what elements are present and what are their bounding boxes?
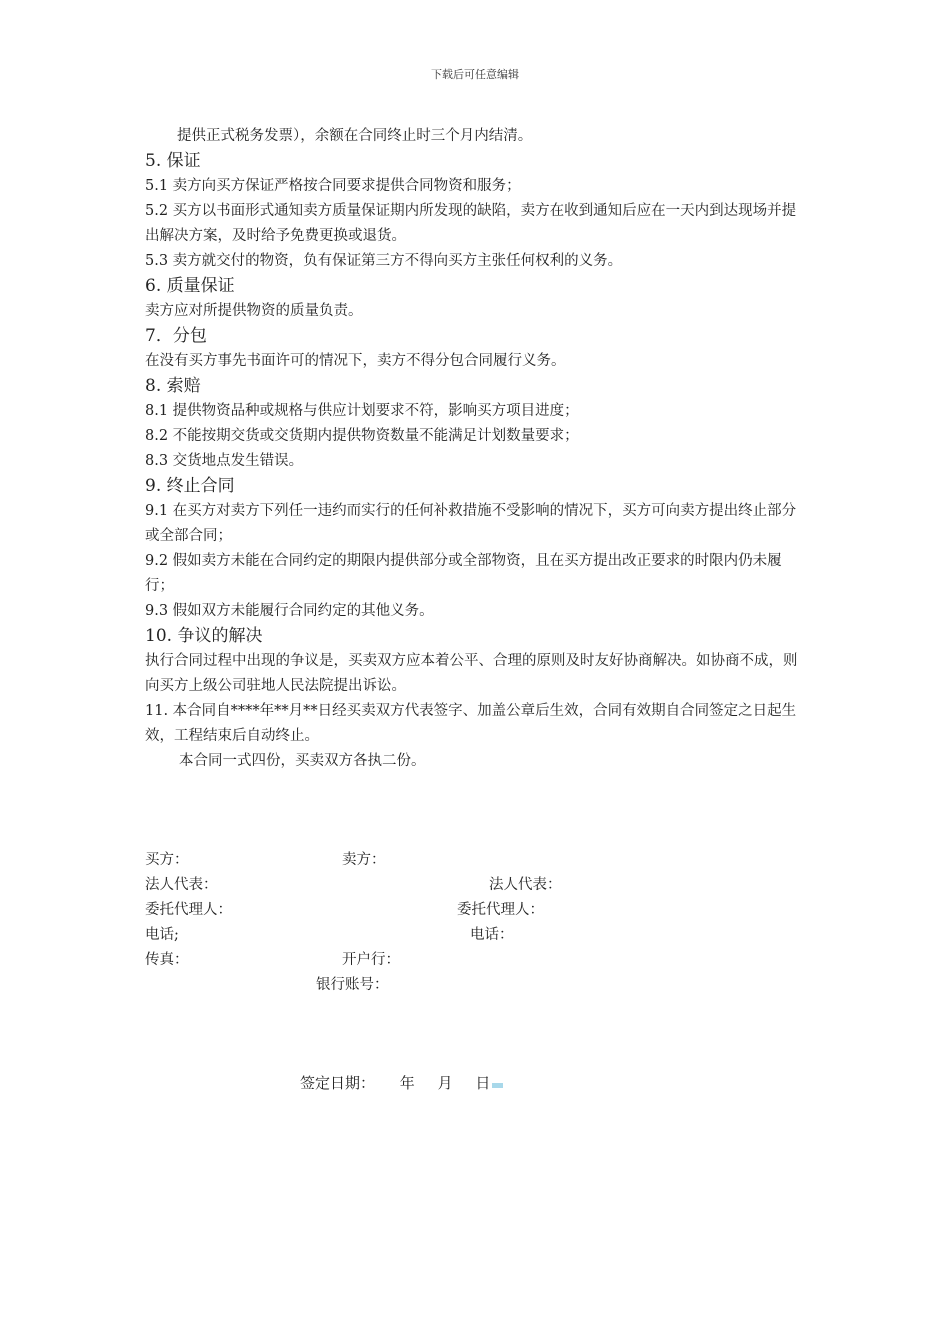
buyer-phone: 电话; (145, 927, 179, 943)
buyer-label: 买方： (145, 852, 189, 868)
date-day: 日 (475, 1074, 491, 1092)
date-month: 月 (437, 1074, 453, 1092)
buyer-fax: 传真： (145, 952, 189, 968)
seller-phone: 电话： (470, 927, 514, 943)
seller-bank: 开户行： (342, 952, 400, 968)
seller-legal-rep: 法人代表： (489, 877, 562, 893)
page-header: 下载后可任意编辑 (431, 68, 519, 81)
section-10-body: 执行合同过程中出现的争议是，买卖双方应本着公平、合理的原则及时友好协商解决。如协商不成，则向买方上级公司驻地人民法院提出诉讼。 (145, 653, 798, 694)
contract-body (145, 124, 810, 774)
seller-bank-account: 银行账号： (316, 977, 389, 993)
date-year: 年 (399, 1074, 415, 1092)
copies-statement: 本合同一式四份，买卖双方各执二份。 (179, 753, 426, 769)
text-cursor-mark (492, 1083, 503, 1088)
section-6-body: 卖方应对所提供物资的质量负责。 (145, 303, 363, 319)
clause-8-2: 8.2 不能按期交货或交货期内提供物资数量不能满足计划数量要求； (145, 428, 579, 444)
section-5-title: 5. 保证 (145, 151, 201, 171)
clause-8-1: 8.1 提供物资品种或规格与供应计划要求不符，影响买方项目进度； (145, 403, 579, 419)
section-6-title: 6. 质量保证 (145, 276, 235, 296)
clause-9-2: 9.2 假如卖方未能在合同约定的期限内提供部分或全部物资，且在买方提出改正要求的时限内仍未履行； (145, 553, 782, 594)
clause-5-1: 5.1 卖方向买方保证严格按合同要求提供合同物资和服务； (145, 178, 521, 194)
buyer-agent: 委托代理人： (145, 902, 232, 918)
signing-date-line (300, 1072, 503, 1093)
section-7-title: 7．分包 (145, 326, 207, 346)
clause-5-2: 5.2 买方以书面形式通知卖方质量保证期内所发现的缺陷，卖方在收到通知后应在一天内到达现场并提出解决方案，及时给予免费更换或退货。 (145, 203, 797, 244)
seller-label: 卖方： (342, 852, 386, 868)
clause-8-3: 8.3 交货地点发生错误。 (145, 453, 304, 469)
signing-date-label: 签定日期： (300, 1074, 376, 1092)
seller-agent: 委托代理人： (457, 902, 544, 918)
section-9-title: 9. 终止合同 (145, 476, 235, 496)
buyer-legal-rep: 法人代表： (145, 877, 218, 893)
clause-5-3: 5.3 卖方就交付的物资，负有保证第三方不得向买方主张任何权利的义务。 (145, 253, 623, 269)
payment-continuation: 提供正式税务发票），余额在合同终止时三个月内结清。 (177, 128, 533, 144)
section-7-body: 在没有买方事先书面许可的情况下，卖方不得分包合同履行义务。 (145, 353, 566, 369)
section-11-body: 11. 本合同自****年**月**日经买卖双方代表签字、加盖公章后生效，合同有效期自合同签定之日起生效，工程结束后自动终止。 (145, 703, 797, 744)
clause-9-3: 9.3 假如双方未能履行合同约定的其他义务。 (145, 603, 434, 619)
section-8-title: 8. 索赔 (145, 376, 201, 396)
clause-9-1: 9.1 在买方对卖方下列任一违约而实行的任何补救措施不受影响的情况下，买方可向卖方提出终止部分或全部合同； (145, 503, 797, 544)
section-10-title: 10. 争议的解决 (145, 626, 263, 646)
